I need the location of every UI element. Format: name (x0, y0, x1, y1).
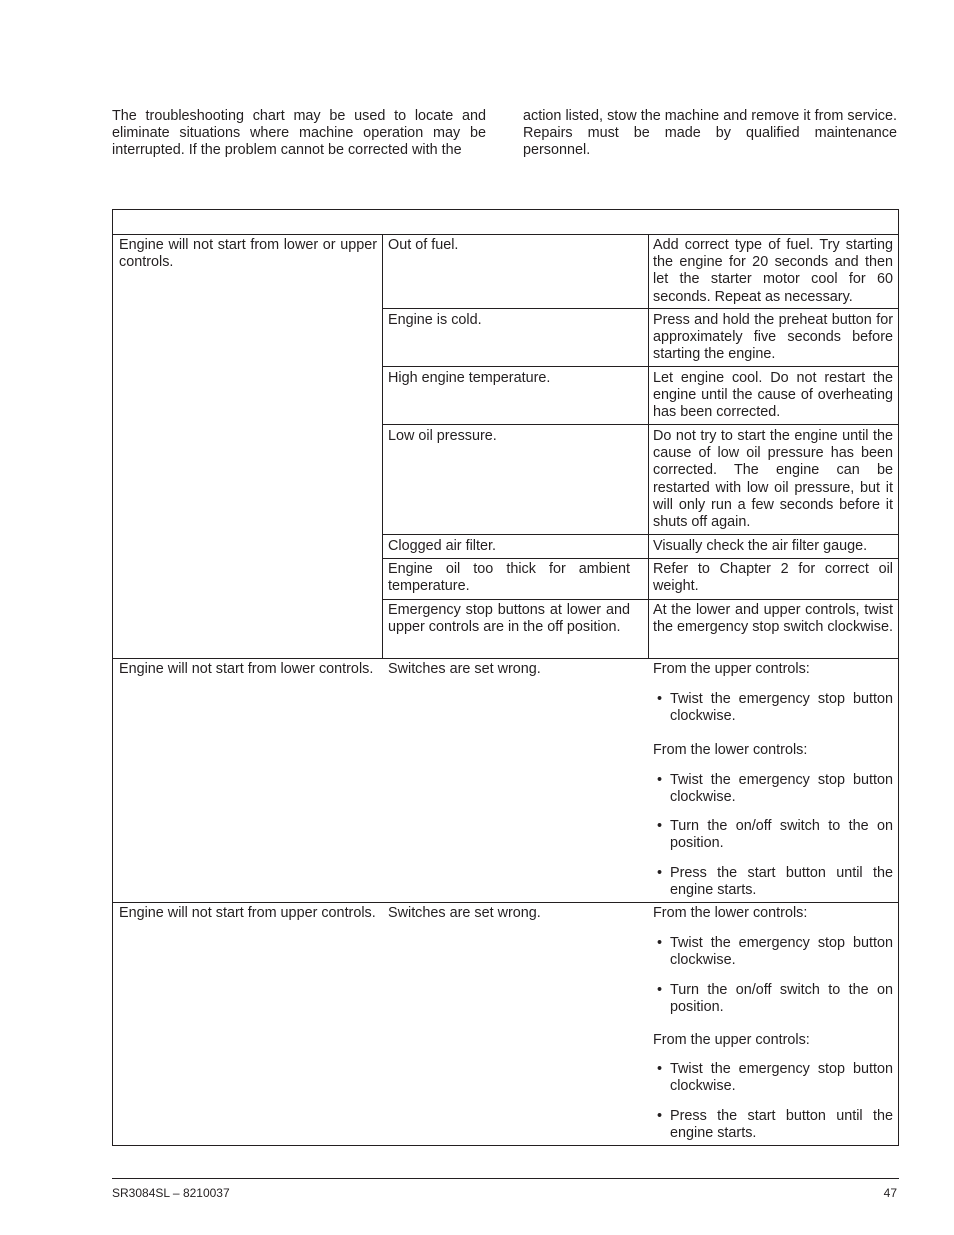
remedy-heading: From the upper controls: (653, 1032, 810, 1049)
row-divider (382, 558, 899, 559)
footer-doc-id: SR3084SL – 8210037 (112, 1186, 230, 1200)
remedy-cell: Add correct type of fuel. Try starting the engine for 20 seconds and then let the starter motor cool for 60 seconds. Repeat as necessary. (653, 237, 893, 305)
remedy-bullet: • Turn the on/off switch to the on position. (653, 818, 893, 852)
cause-cell: High engine temperature. (388, 370, 551, 386)
cause-cell: Low oil pressure. (388, 428, 497, 444)
cause-cell: Switches are set wrong. (388, 905, 541, 921)
cause-cell: Switches are set wrong. (388, 661, 541, 677)
column-divider (648, 234, 649, 658)
cause-cell: Emergency stop buttons at lower and upper controls are in the off position. (388, 602, 630, 636)
troubleshooting-table (112, 209, 899, 1146)
footer-page-number: 47 (883, 1186, 897, 1200)
remedy-cell (653, 661, 893, 899)
remedy-cell: Let engine cool. Do not restart the engine until the cause of overheating has been corrected. (653, 370, 893, 421)
row-divider (382, 424, 899, 425)
problem-cell: Engine will not start from upper controls. (119, 905, 376, 921)
remedy-bullet: • Turn the on/off switch to the on position. (653, 982, 893, 1016)
column-divider (382, 234, 383, 658)
remedy-bullet: • Press the start button until the engine starts. (653, 1108, 893, 1142)
problem-cell: Engine will not start from lower controls. (119, 661, 374, 677)
row-divider (382, 534, 899, 535)
intro-paragraph-right: action listed, stow the machine and remove it from service. Repairs must be made by qualified maintenance personnel. (523, 108, 897, 159)
footer-rule (112, 1178, 899, 1179)
remedy-cell: At the lower and upper controls, twist the emergency stop switch clockwise. (653, 602, 893, 636)
remedy-heading: From the lower controls: (653, 741, 808, 758)
cause-cell: Engine oil too thick for ambient temperature. (388, 561, 630, 595)
problem-cell: Engine will not start from lower or upper controls. (119, 237, 377, 271)
remedy-cell: Press and hold the preheat button for approximately five seconds before starting the engine. (653, 312, 893, 363)
row-divider (382, 366, 899, 367)
remedy-heading: From the upper controls: (653, 661, 810, 677)
row-divider (382, 599, 899, 600)
cause-cell: Out of fuel. (388, 237, 459, 253)
cause-cell: Clogged air filter. (388, 538, 496, 554)
remedy-cell (653, 905, 893, 1142)
remedy-bullet: • Twist the emergency stop button clockwise. (653, 935, 893, 969)
intro-paragraph-left: The troubleshooting chart may be used to locate and eliminate situations where machine operation may be interrupted. If the problem cannot be corrected with the (112, 108, 486, 159)
remedy-cell: Visually check the air filter gauge. (653, 538, 868, 554)
section-divider (113, 902, 899, 903)
cause-cell: Engine is cold. (388, 312, 482, 328)
remedy-bullet: • Press the start button until the engine starts. (653, 865, 893, 899)
remedy-heading: From the lower controls: (653, 905, 808, 921)
section-divider (113, 658, 899, 659)
row-divider (382, 308, 899, 309)
remedy-bullet: • Twist the emergency stop button clockwise. (653, 772, 893, 806)
remedy-bullet: • Twist the emergency stop button clockwise. (653, 1061, 893, 1095)
remedy-cell: Do not try to start the engine until the cause of low oil pressure has been corrected. The engine can be restarted with low oil pressure, but it will only run a few seconds before it shuts off again. (653, 428, 893, 531)
remedy-cell: Refer to Chapter 2 for correct oil weight. (653, 561, 893, 595)
remedy-bullet: • Twist the emergency stop button clockwise. (653, 691, 893, 725)
table-header-row (113, 210, 898, 235)
